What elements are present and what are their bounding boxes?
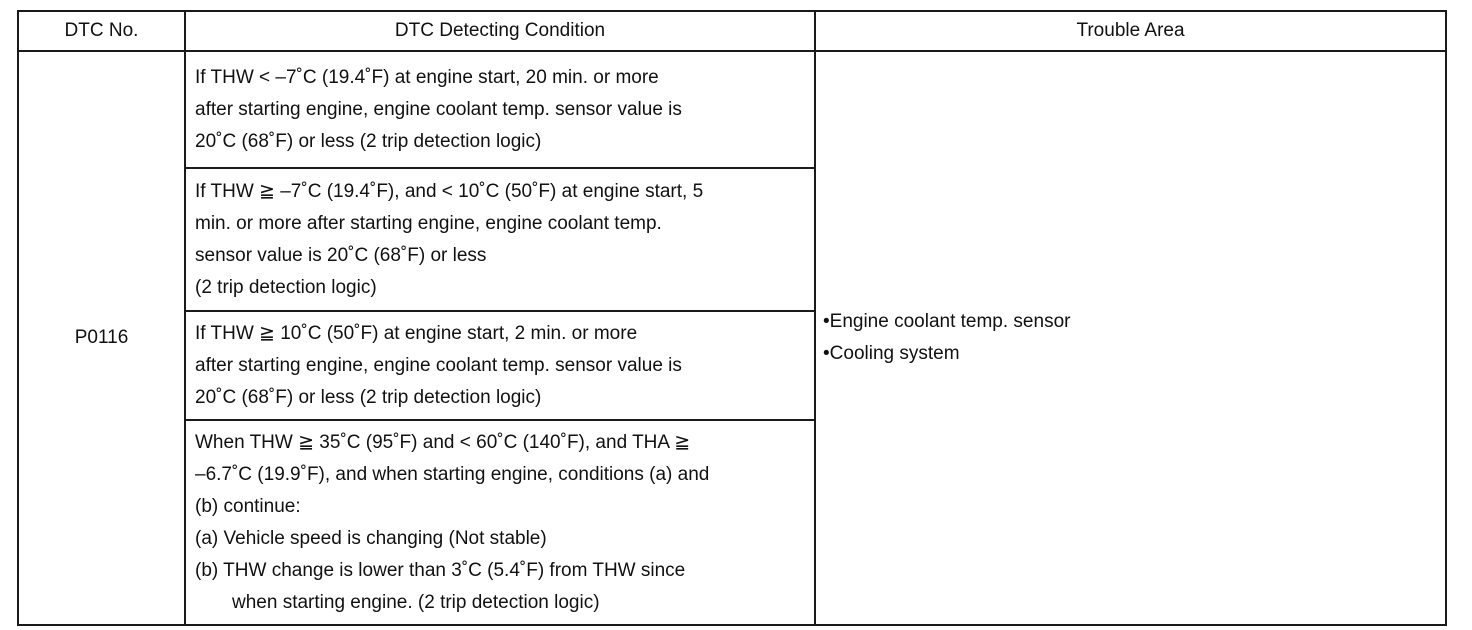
condition-line: If THW ≧ 10˚C (50˚F) at engine start, 2 min. or more	[195, 322, 638, 344]
condition-line: (b) THW change is lower than 3˚C (5.4˚F) from THW since	[195, 559, 686, 581]
header-detecting-condition: DTC Detecting Condition	[185, 11, 815, 51]
condition-line: when starting engine. (2 trip detection logic)	[232, 591, 600, 613]
table-row	[18, 51, 1446, 168]
condition-line: If THW < –7˚C (19.4˚F) at engine start, 20 min. or more	[195, 66, 659, 88]
condition-line: (a) Vehicle speed is changing (Not stable)	[195, 527, 547, 549]
condition-cell-4	[185, 420, 815, 625]
dtc-table	[17, 10, 1447, 626]
condition-line: (2 trip detection logic)	[195, 276, 377, 298]
condition-line: If THW ≧ –7˚C (19.4˚F), and < 10˚C (50˚F) at engine start, 5	[195, 180, 704, 202]
trouble-area-cell	[815, 51, 1446, 625]
header-dtc-no: DTC No.	[18, 11, 185, 51]
condition-line: 20˚C (68˚F) or less (2 trip detection logic)	[195, 386, 542, 408]
condition-line: min. or more after starting engine, engine coolant temp.	[195, 212, 662, 234]
condition-line: sensor value is 20˚C (68˚F) or less	[195, 244, 487, 266]
condition-cell-3	[185, 311, 815, 420]
table-header-row	[18, 11, 1446, 51]
condition-line: after starting engine, engine coolant temp. sensor value is	[195, 354, 682, 376]
condition-line: When THW ≧ 35˚C (95˚F) and < 60˚C (140˚F), and THA ≧	[195, 431, 691, 453]
condition-cell-2	[185, 168, 815, 311]
trouble-area-item: •Engine coolant temp. sensor	[823, 311, 1071, 332]
condition-cell-1	[185, 51, 815, 168]
condition-line: 20˚C (68˚F) or less (2 trip detection logic)	[195, 130, 542, 152]
header-trouble-area: Trouble Area	[815, 11, 1446, 51]
condition-line: –6.7˚C (19.9˚F), and when starting engine, conditions (a) and	[195, 463, 710, 485]
trouble-area-item: •Cooling system	[823, 343, 960, 364]
condition-line: (b) continue:	[195, 495, 301, 517]
dtc-code-cell: P0116	[18, 51, 185, 625]
condition-line: after starting engine, engine coolant temp. sensor value is	[195, 98, 682, 120]
